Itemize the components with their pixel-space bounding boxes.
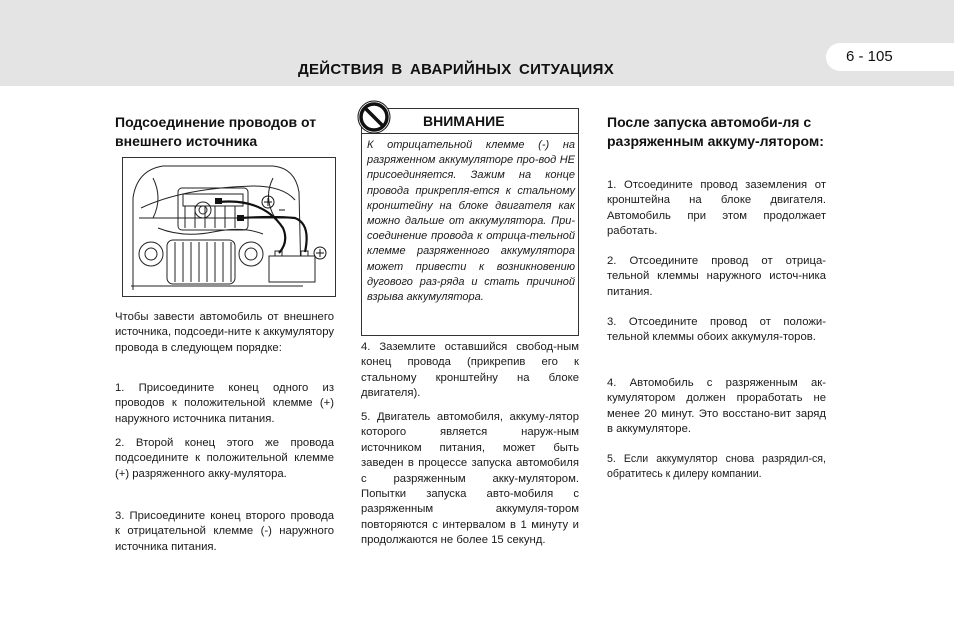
jump-start-intro: Чтобы завести автомобиль от внешнего источника, подсоеди-ните к аккумулятору провода в следующем порядке: xyxy=(115,311,334,354)
warning-box xyxy=(361,108,579,336)
after-start-step-5: 5. Если аккумулятор снова разрядил-ся, обратитесь к дилеру компании. xyxy=(607,453,826,481)
jump-start-step-2: 2. Второй конец этого же провода подсоедините к положительной клемме (+) разряженного акку-мулятора. xyxy=(115,437,334,480)
warning-title: ВНИМАНИЕ xyxy=(423,113,505,129)
page-number: 6 - 105 xyxy=(846,48,893,65)
jump-start-step-1: 1. Присоедините конец одного из проводов к положительной клемме (+) наружного источника питания. xyxy=(115,382,334,425)
warning-text: К отрицательной клемме (-) на разряженном аккумуляторе про-вод НЕ присоединяется. Зажим на конце провода прикрепля-ется к стальному кронштейну на блоке двигателя как можно дальше от аккумулятора. При-соединение провода к отрица-тельной клемме разряженного аккумулятора может привести к возникновению дугового раз-ряда и стать причиной взрыва аккумулятора. xyxy=(367,139,575,304)
jump-start-step-5: 5. Двигатель автомобиля, аккуму-лятор которого является наруж-ным источником питания, может быть заведен в процессе запуска автомобиля с разряженным акку-мулятором. Попытки запуска авто-мобиля с разряженным аккумуля-тором повторяются с интервалом в 1 минуту и продолжаются не более 15 секунд. xyxy=(361,411,579,547)
engine-bay-illustration xyxy=(122,157,336,297)
jump-start-step-4: 4. Заземлите оставшийся свобод-ным конец провода (прикрепив его к стальному кронштейну на блоке двигателя). xyxy=(361,341,579,400)
jump-start-step-3: 3. Присоедините конец второго провода к отрицательной клемме (-) наружного источника питания. xyxy=(115,510,334,553)
after-start-step-2: 2. Отсоедините провод от отрица-тельной клеммы наружного источ-ника питания. xyxy=(607,255,826,298)
section-title: ДЕЙСТВИЯ В АВАРИЙНЫХ СИТУАЦИЯХ xyxy=(298,61,615,78)
engine-bay-jumper-cables-icon xyxy=(123,158,335,296)
prohibition-sign-icon xyxy=(357,100,391,134)
warning-divider xyxy=(362,133,578,134)
after-start-step-4: 4. Автомобиль с разряженным ак-кумулятором должен проработать не менее 20 минут. Это восстано-вит заряд в аккумуляторе. xyxy=(607,377,826,436)
jump-start-heading: Подсоединение проводов от внешнего источника xyxy=(115,114,317,149)
after-start-heading: После запуска автомоби-ля с разряженным аккуму-лятором: xyxy=(607,114,824,149)
after-start-step-1: 1. Отсоедините провод заземления от кронштейна на блоке двигателя. Автомобиль при этом продолжает работать. xyxy=(607,179,826,238)
after-start-step-3: 3. Отсоедините провод от положи-тельной клеммы обоих аккумуля-торов. xyxy=(607,316,826,344)
